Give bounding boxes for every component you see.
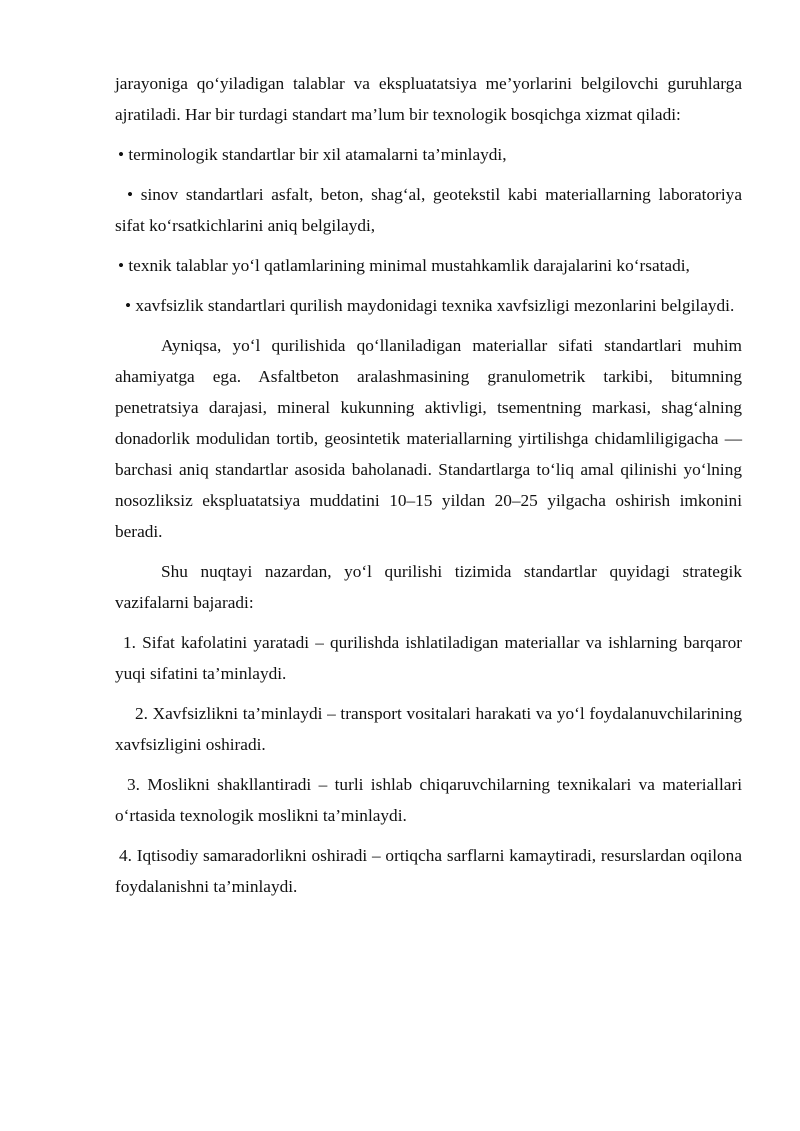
numbered-item: 1. Sifat kafolatini yaratadi – qurilishda ishlatiladigan materiallar va ishlarning barqaror yuqi sifatini ta’minlaydi. [115,633,742,683]
document-page [115,68,742,911]
bullet-item: • terminologik standartlar bir xil atamalarni ta’minlaydi, [118,145,507,164]
bullet-item: • texnik talablar yo‘l qatlamlarining minimal mustahkamlik darajalarini ko‘rsatadi, [118,256,690,275]
bullet-item: • sinov standartlari asfalt, beton, shag‘al, geotekstil kabi materiallarning laboratoriya sifat ko‘rsatkichlarini aniq belgilaydi, [115,185,742,235]
bullet-item: • xavfsizlik standartlari qurilish maydonidagi texnika xavfsizligi mezonlarini belgilaydi. [125,296,735,315]
materials-paragraph: Ayniqsa, yo‘l qurilishida qo‘llaniladigan materiallar sifati standartlari muhim ahamiyatga ega. Asfaltbeton aralashmasining granulometrik tarkibi, bitumning penetratsiya darajasi, mineral kukunning aktivligi, tsementning markasi, shag‘alning donadorlik modulidan tortib, geosintetik materiallarning yirtilishga chidamliligigacha — barchasi aniq standartlar asosida baholanadi. Standartlarga to‘liq amal qilinishi yo‘lning nosozliksiz ekspluatatsiya muddatini 10–15 yildan 20–25 yilgacha oshirish imkonini beradi. [115,336,742,541]
tasks-intro-paragraph: Shu nuqtayi nazardan, yo‘l qurilishi tizimida standartlar quyidagi strategik vazifalarni bajaradi: [115,562,742,612]
intro-paragraph: jarayoniga qo‘yiladigan talablar va ekspluatatsiya me’yorlarini belgilovchi guruhlarga ajratiladi. Har bir turdagi standart ma’lum bir texnologik bosqichga xizmat qiladi: [115,74,742,124]
numbered-item: 2. Xavfsizlikni ta’minlaydi – transport vositalari harakati va yo‘l foydalanuvchilarining xavfsizligini oshiradi. [115,704,742,754]
numbered-item: 4. Iqtisodiy samaradorlikni oshiradi – ortiqcha sarflarni kamaytiradi, resurslardan oqilona foydalanishni ta’minlaydi. [115,846,742,896]
numbered-item: 3. Moslikni shakllantiradi – turli ishlab chiqaruvchilarning texnikalari va materiallari o‘rtasida texnologik moslikni ta’minlaydi. [115,775,742,825]
